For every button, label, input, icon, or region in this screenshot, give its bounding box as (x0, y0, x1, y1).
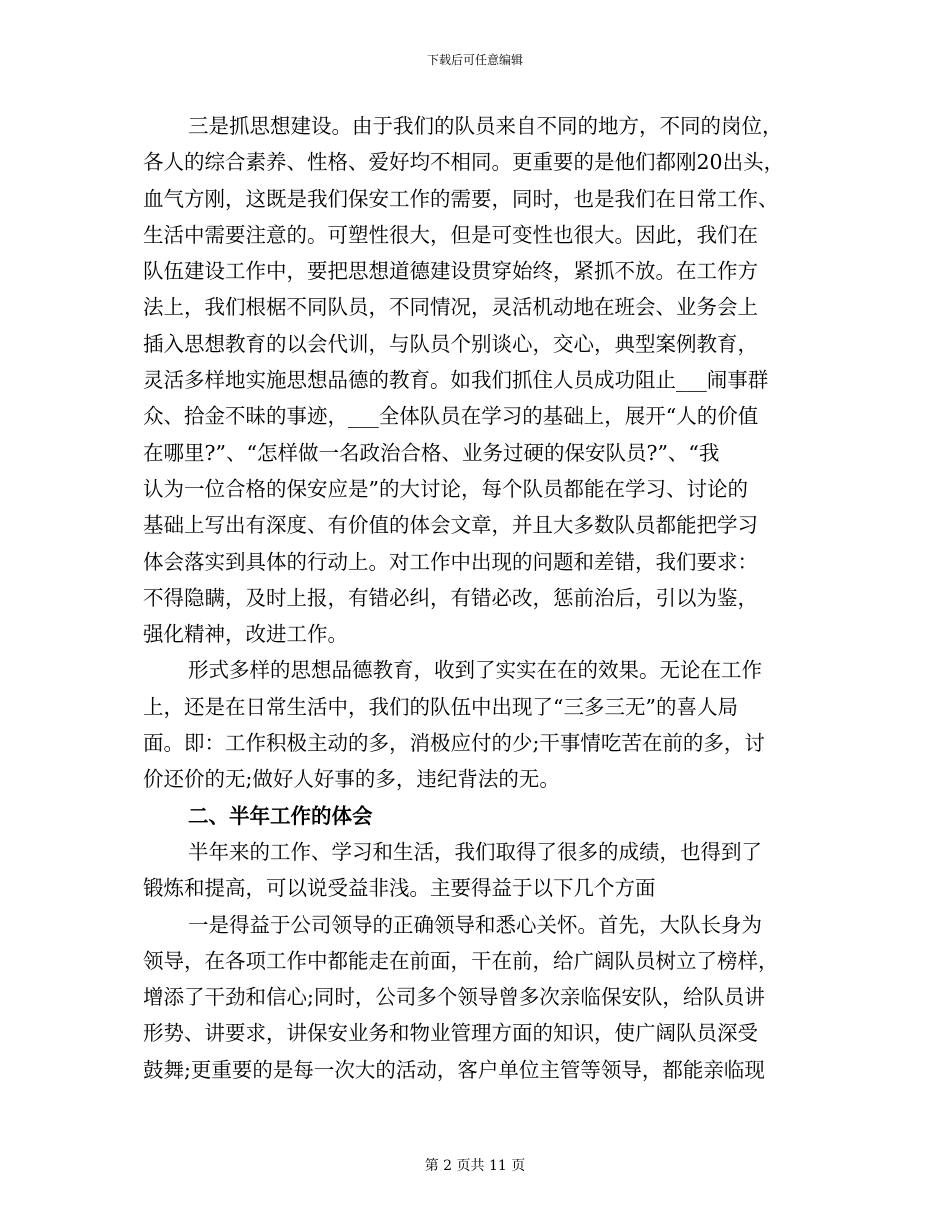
text-line: 鼓舞;更重要的是每一次大的活动，客户单位主管等领导，都能亲临现 (143, 1057, 765, 1082)
text-line: 在哪里?”、“怎样做一名政治合格、业务过硬的保安队员?”、“我 (143, 440, 720, 465)
text-line: 强化精神，改进工作。 (143, 622, 348, 647)
text-line: 生活中需要注意的。可塑性很大，但是可变性也很大。因此，我们在 (143, 222, 758, 247)
text-line: 价还价的无;做好人好事的多，违纪背法的无。 (143, 767, 560, 792)
section-heading: 二、半年工作的体会 (188, 803, 373, 828)
text-line: 领导，在各项工作中都能走在前面，干在前，给广阔队员树立了榜样， (143, 948, 779, 973)
text-line: 形式多样的思想品德教育，收到了实实在在的效果。无论在工作 (188, 658, 762, 683)
text-line: 增添了干劲和信心;同时，公司多个领导曾多次亲临保安队，给队员讲 (143, 985, 765, 1010)
document-body (143, 108, 813, 1088)
text-line: 形势、讲要求，讲保安业务和物业管理方面的知识，使广阔队员深受 (143, 1021, 758, 1046)
page-footer: 第 2 页共 11 页 (424, 1158, 526, 1174)
text-line: 众、拾金不昧的事迹，___全体队员在学习的基础上，展开“人的价值 (143, 404, 759, 429)
text-line: 体会落实到具体的行动上。对工作中出现的问题和差错，我们要求： (143, 549, 758, 574)
text-line: 半年来的工作、学习和生活，我们取得了很多的成绩，也得到了 (188, 839, 762, 864)
text-line: 认为一位合格的保安应是”的大讨论，每个队员都能在学习、讨论的 (143, 476, 748, 501)
text-line: 基础上写出有深度、有价值的体会文章，并且大多数队员都能把学习 (143, 513, 758, 538)
text-line: 血气方刚，这既是我们保安工作的需要，同时，也是我们在日常工作、 (143, 186, 779, 211)
text-line: 各人的综合素养、性格、爱好均不相同。更重要的是他们都刚20出头， (143, 150, 785, 175)
text-line: 队伍建设工作中，要把思想道德建设贯穿始终，紧抓不放。在工作方 (143, 259, 758, 284)
text-line: 锻炼和提高，可以说受益非浅。主要得益于以下几个方面 (143, 876, 656, 901)
text-line: 一是得益于公司领导的正确领导和悉心关怀。首先，大队长身为 (188, 912, 762, 937)
text-line: 插入思想教育的以会代训，与队员个别谈心，交心，典型案例教育， (143, 331, 758, 356)
text-line: 三是抓思想建设。由于我们的队员来自不同的地方，不同的岗位， (188, 114, 783, 138)
text-line: 不得隐瞒，及时上报，有错必纠，有错必改，惩前治后，引以为鉴， (143, 585, 758, 610)
text-line: 法上，我们根椐不同队员，不同情况，灵活机动地在班会、业务会上 (143, 295, 758, 320)
text-line: 上，还是在日常生活中，我们的队伍中出现了“三多三无”的喜人局 (143, 694, 738, 719)
text-line: 面。即：工作积极主动的多，消极应付的少;干事情吃苦在前的多，讨 (143, 731, 765, 756)
page-header: 下载后可任意编辑 (426, 53, 523, 67)
text-line: 灵活多样地实施思想品德的教育。如我们抓住人员成功阻止___闹事群 (143, 368, 769, 393)
